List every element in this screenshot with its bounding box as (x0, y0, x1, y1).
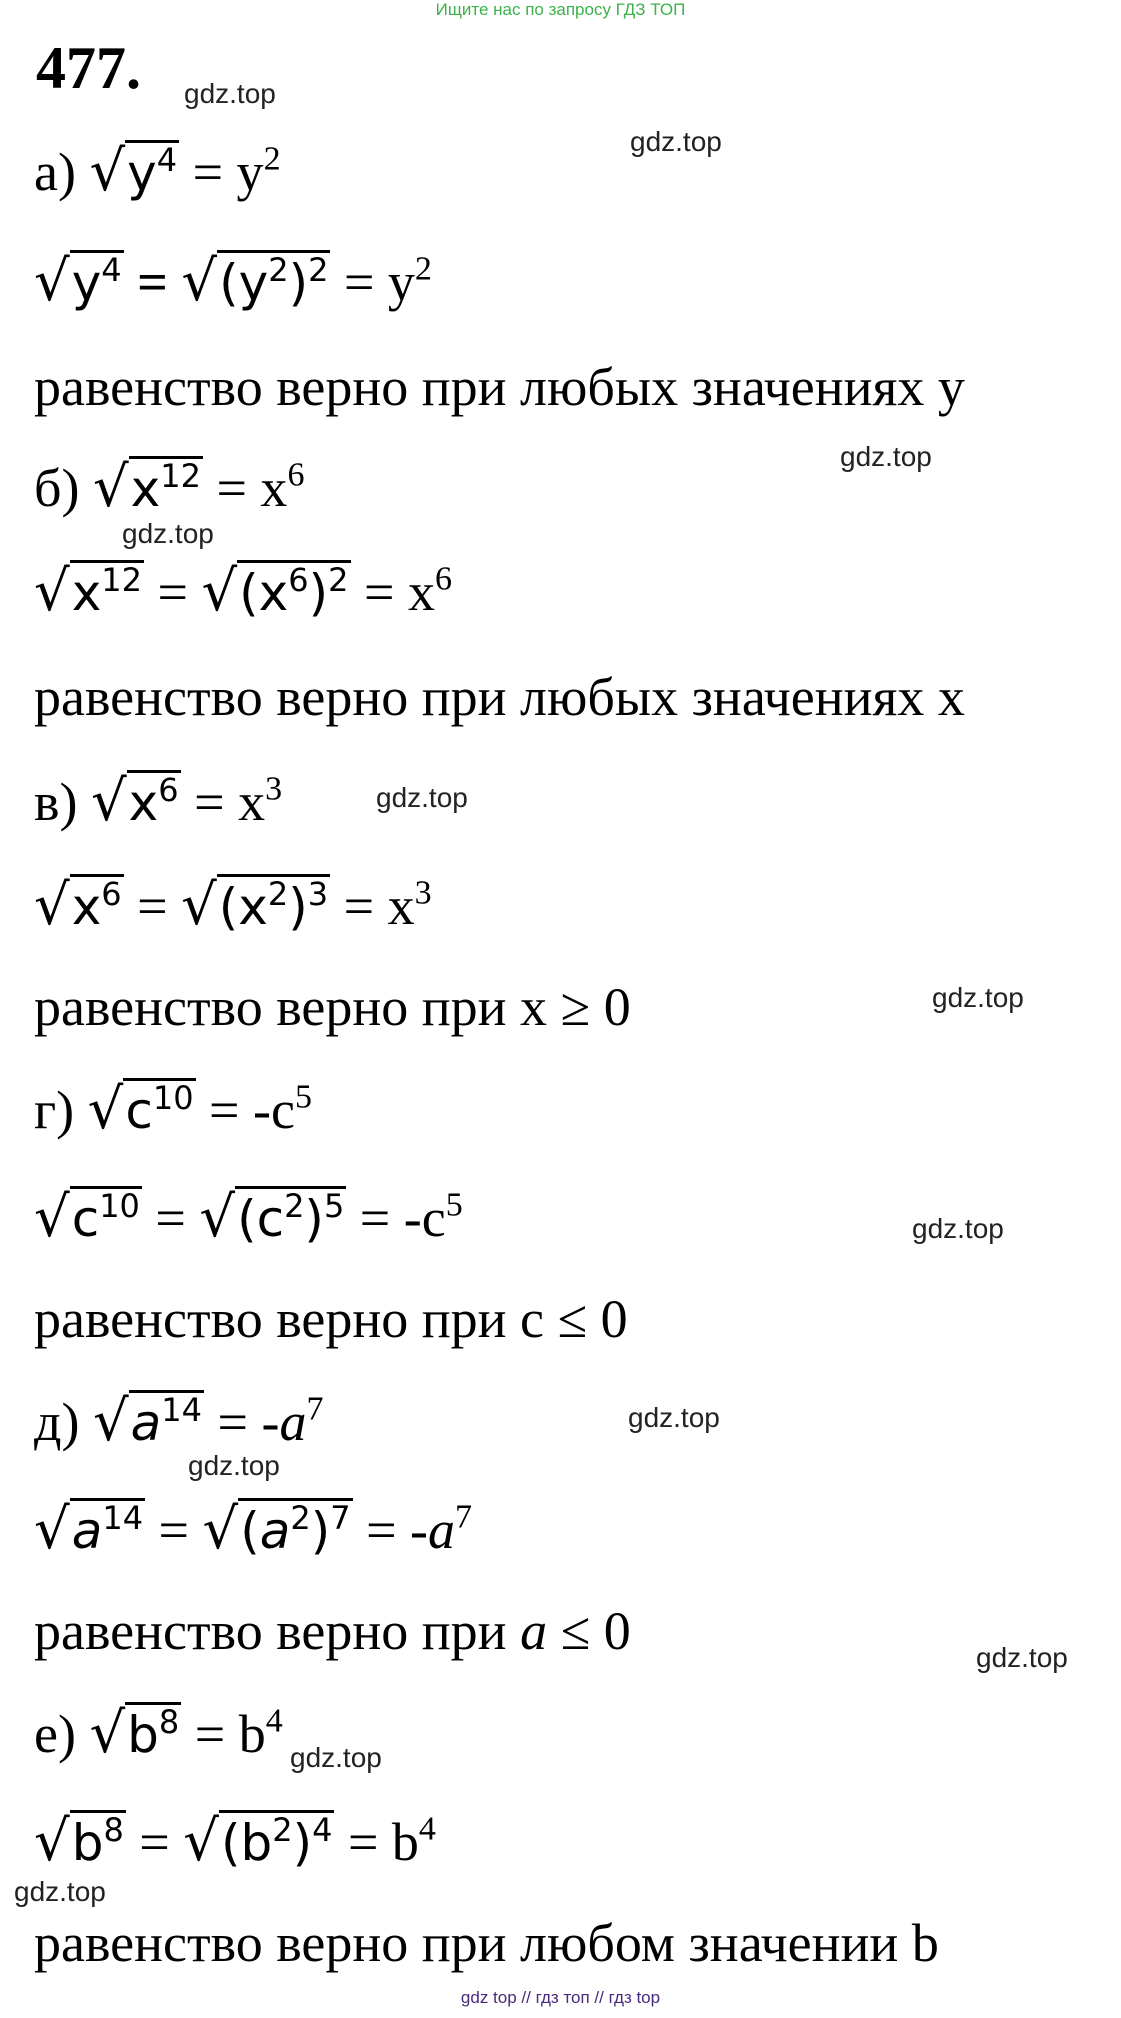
watermark: gdz.top (840, 441, 932, 472)
part-e-conclusion: равенство верно при любом значении b (34, 1913, 939, 1973)
part-b-derivation: $√x^{12} = √(x^6)^2 = x^6$ (34, 559, 452, 624)
problem-number: 477. (36, 35, 141, 101)
watermark: gdz.top (188, 1450, 280, 1481)
part-v-conclusion: равенство верно при x ≥ 0 (34, 977, 631, 1037)
watermark: gdz.top (122, 518, 214, 549)
radical: $√y^4$ (89, 139, 178, 204)
watermark: gdz.top (932, 982, 1024, 1013)
watermark: gdz.top (14, 1876, 106, 1907)
watermark: gdz.top (628, 1402, 720, 1433)
part-g-conclusion: равенство верно при c ≤ 0 (34, 1289, 628, 1349)
part-b-statement: б) $√x^{12} = x^6$ (34, 455, 305, 520)
part-a-statement: а) $√y^4 = y^2$ (34, 139, 281, 204)
part-v-label: в) (34, 772, 78, 832)
part-d-derivation: $√a^{14} = √(a^2)^7 = -a^7$ (34, 1497, 473, 1562)
part-d-statement: д) $√a^{14} = -a^7$ (34, 1389, 324, 1454)
conclusion-variable: a (520, 1601, 548, 1661)
part-v-derivation: $√x^6 = √(x^2)^3 = x^3$ (34, 873, 432, 938)
part-b-label: б) (34, 458, 80, 518)
watermark: gdz.top (912, 1213, 1004, 1244)
top-banner: Ищите нас по запросу ГДЗ ТОП (435, 0, 686, 19)
part-a-conclusion: равенство верно при любых значениях y (34, 357, 965, 417)
conclusion-prefix: равенство верно при (34, 1601, 521, 1661)
part-g-label: г) (34, 1080, 75, 1140)
part-e-label: е) (34, 1704, 76, 1764)
part-e-statement: е) $√b^8 = b^4$ (34, 1701, 283, 1766)
conclusion-suffix: ≤ 0 (547, 1601, 631, 1661)
part-e-derivation: $√b^8 = √(b^2)^4 = b^4$ (34, 1809, 436, 1874)
watermark: gdz.top (376, 782, 468, 813)
part-d-conclusion (34, 1600, 631, 1662)
part-a-label: а) (34, 142, 76, 202)
watermark: gdz.top (976, 1642, 1068, 1673)
watermark: gdz.top (184, 78, 276, 109)
part-d-label: д) (34, 1392, 80, 1452)
watermark: gdz.top (290, 1742, 382, 1773)
part-a-derivation: $√y^4 = √(y^2)^2 = y^2$ (34, 249, 432, 314)
part-v-statement: в) $√x^6 = x^3$ (34, 769, 283, 834)
part-g-statement: г) $√c^{10} = -c^5$ (34, 1077, 312, 1142)
part-b-conclusion: равенство верно при любых значениях x (34, 667, 965, 727)
footer-links: gdz top // гдз топ // гдз top (460, 1988, 661, 2007)
watermark: gdz.top (630, 126, 722, 157)
part-g-derivation: $√c^{10} = √(c^2)^5 = -c^5$ (34, 1185, 463, 1250)
